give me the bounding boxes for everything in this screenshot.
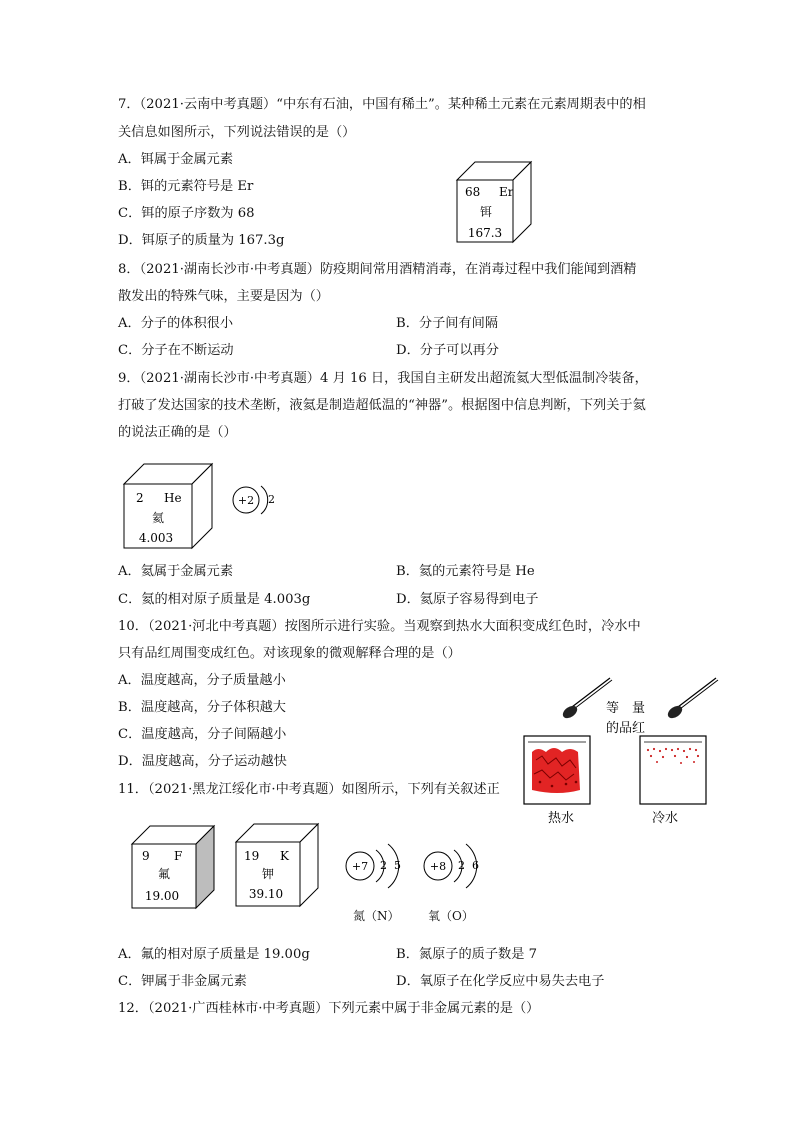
q7-option-a: A．铒属于金属元素 xyxy=(118,152,234,167)
q11-option-d: D．氧原子在化学反应中易失去电子 xyxy=(396,974,605,989)
q11-o-shell-1: 2 xyxy=(458,859,465,872)
q11-n-nucleus: +7 xyxy=(351,860,369,873)
q10-option-b: B．温度越高，分子体积越大 xyxy=(118,700,286,715)
q8-stem-line2: 散发出的特殊气味，主要是因为（） xyxy=(118,289,329,304)
q9-helium-atom-diagram xyxy=(230,478,282,524)
q11-nitrogen-atom-diagram xyxy=(340,838,416,894)
q11-n-caption: 氮（N） xyxy=(353,909,400,923)
q8-option-b: B．分子间有间隔 xyxy=(396,316,499,331)
q8-option-c: C．分子在不断运动 xyxy=(118,343,234,358)
q11-k-number: 19 xyxy=(244,849,260,863)
q7-stem-line2: 关信息如图所示，下列说法错误的是（） xyxy=(118,125,356,140)
q8-option-d: D．分子可以再分 xyxy=(396,343,499,358)
q9-stem-line3: 的说法正确的是（） xyxy=(118,425,237,440)
q9-element-cell xyxy=(120,460,218,552)
q8-stem-line1: 8．（2021·湖南长沙市·中考真题）防疫期间常用酒精消毒，在消毒过程中我们能闻到酒精 xyxy=(118,262,637,277)
q11-o-shell-2: 6 xyxy=(472,859,479,872)
q7-option-b: B．铒的元素符号是 Er xyxy=(118,179,254,194)
q12-stem: 12．（2021·广西桂林市·中考真题）下列元素中属于非金属元素的是（） xyxy=(118,1001,540,1016)
q10-stem-line2: 只有品红周围变成红色。对该现象的微观解释合理的是（） xyxy=(118,646,461,661)
q9-cell-symbol: He xyxy=(164,491,182,505)
q9-cell-name: 氦 xyxy=(151,511,165,525)
q9-stem-line1: 9．（2021·湖南长沙市·中考真题）4 月 16 日，我国自主研发出超流氦大型低温制冷装备， xyxy=(118,371,648,386)
q7-option-c: C．铒的原子序数为 68 xyxy=(118,206,255,221)
q10-label-equal-amount: 等 量 xyxy=(606,701,646,716)
q10-hot-water-label: 热水 xyxy=(548,811,575,826)
q7-cell-mass: 167.3 xyxy=(467,226,503,240)
q7-cell-name: 铒 xyxy=(479,205,493,219)
q11-k-symbol: K xyxy=(280,849,289,863)
q7-cell-symbol: Er xyxy=(499,185,514,199)
q11-stem: 11．（2021·黑龙江绥化市·中考真题）如图所示，下列有关叙述正 xyxy=(118,782,500,797)
q11-option-b: B．氮原子的质子数是 7 xyxy=(396,947,537,962)
q11-o-nucleus: +8 xyxy=(429,860,447,873)
q9-cell-mass: 4.003 xyxy=(138,531,174,545)
q7-cell-number: 68 xyxy=(465,185,481,199)
q9-atom-nucleus: +2 xyxy=(237,494,255,507)
q10-option-a: A．温度越高，分子质量越小 xyxy=(118,673,286,688)
q10-option-d: D．温度越高，分子运动越快 xyxy=(118,754,287,769)
q10-stem-line1: 10．（2021·河北中考真题）按图所示进行实验。当观察到热水大面积变成红色时，冷水中 xyxy=(118,619,641,634)
q9-option-c: C．氦的相对原子质量是 4.003g xyxy=(118,592,311,607)
q10-right-spoon-icon xyxy=(666,703,685,720)
q9-stem-line2: 打破了发达国家的技术垄断，液氦是制造超低温的“神器”。根据图中信息判断，下列关于氦 xyxy=(118,398,646,413)
q11-o-caption: 氧（O） xyxy=(428,909,474,923)
q11-n-shell-1: 2 xyxy=(380,859,387,872)
q11-potassium-cell xyxy=(232,818,324,910)
q9-cell-number: 2 xyxy=(136,491,144,505)
q9-atom-shell-1: 2 xyxy=(268,493,275,506)
q8-option-a: A．分子的体积很小 xyxy=(118,316,234,331)
q11-f-mass: 19.00 xyxy=(144,889,180,903)
q9-option-b: B．氦的元素符号是 He xyxy=(396,564,535,579)
q9-option-d: D．氦原子容易得到电子 xyxy=(396,592,539,607)
q11-k-mass: 39.10 xyxy=(248,887,284,901)
q9-option-a: A．氦属于金属元素 xyxy=(118,564,234,579)
q7-stem-line1: 7．（2021·云南中考真题）“中东有石油，中国有稀土”。某种稀土元素在元素周期表中的相 xyxy=(118,97,646,112)
q10-option-c: C．温度越高，分子间隔越小 xyxy=(118,727,287,742)
q11-k-name: 钾 xyxy=(261,867,275,881)
q11-n-shell-2: 5 xyxy=(394,859,401,872)
q10-label-pinhong: 的品红 xyxy=(606,721,646,736)
q11-oxygen-atom-diagram xyxy=(418,838,494,894)
q10-left-spoon-icon xyxy=(561,703,580,720)
q11-f-name: 氟 xyxy=(157,867,171,881)
q11-option-c: C．钾属于非金属元素 xyxy=(118,974,247,989)
q7-element-cell xyxy=(455,158,535,244)
q10-experiment-figure xyxy=(518,670,728,830)
q11-option-a: A．氟的相对原子质量是 19.00g xyxy=(118,947,310,962)
q11-fluorine-cell xyxy=(128,820,220,912)
q11-f-number: 9 xyxy=(142,849,150,863)
q10-cold-water-label: 冷水 xyxy=(652,811,679,826)
q7-option-d: D．铒原子的质量为 167.3g xyxy=(118,233,285,248)
q11-f-symbol: F xyxy=(174,849,183,863)
q10-cold-water-beaker xyxy=(640,736,706,804)
